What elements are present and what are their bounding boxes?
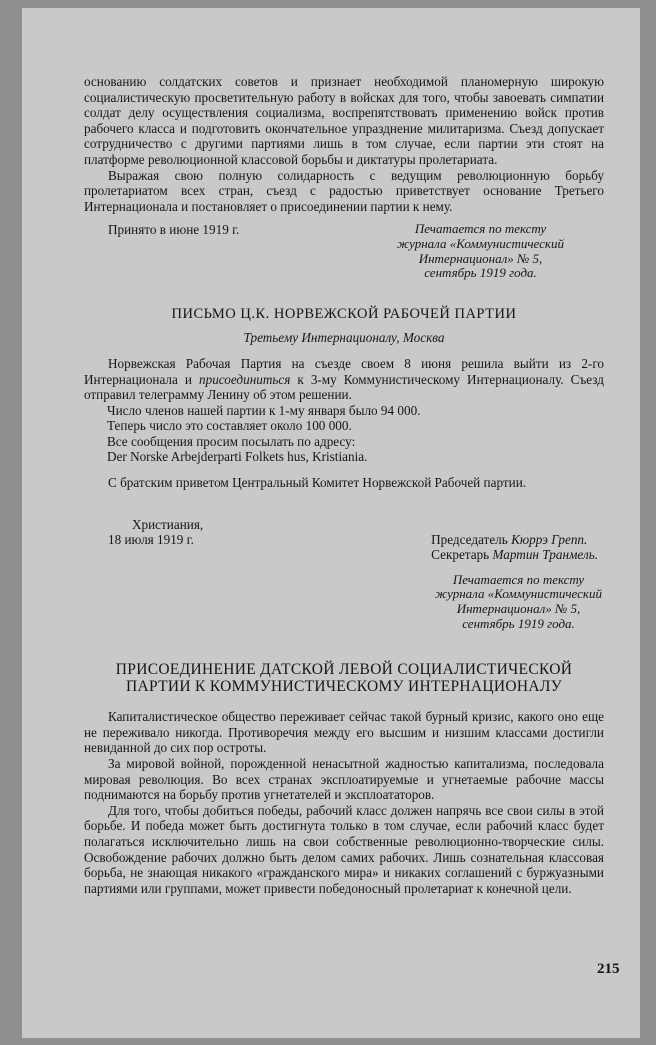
letter-body: Норвежская Рабочая Партия на съезде своем 8 июня решила выйти из 2-го Интернационала и присоединиться к 3-му Коммунистическому Интернационалу. Съезд отправил телеграмму Ленину об этом решении.: [84, 355, 604, 403]
intro-paragraph: основанию солдатских советов и признает необходимой планомерную широкую социалистическую просветительную работу в войсках для того, чтобы завоевать симпатии солдат делу осуществления социализма, воспрепятствовать применению войск против рабочего класса и подготовить окончательное упразднение милитаризма. Съезд допускает сотрудничество с другими партиями лишь в том случае, если партии эти стоят на платформе революционной классовой борьбы и диктатуры пролетариата.: [84, 74, 604, 167]
signature-row: [84, 517, 604, 563]
page-number: 215: [597, 961, 620, 977]
book-page: [22, 8, 640, 1038]
letter-addressee: Третьему Интернационалу, Москва: [243, 330, 445, 346]
page-content: [84, 74, 604, 896]
signatories: Председатель Кюррэ Грепп. Секретарь Мартин Транмель.: [431, 531, 598, 563]
solidarity-paragraph: Выражая свою полную солидарность с ведущим революционную борьбу пролетариатом всех стран, съезд с радостью приветствует основание Третьего Интернационала и постановляет о присоединении партии к нему.: [84, 167, 604, 214]
source-note-2: Печатается по тексту журнала «Коммунистический Интернационал» № 5, сентябрь 1919 года.: [435, 571, 602, 631]
place-date: Христиания, 18 июля 1919 г.: [108, 516, 204, 548]
section2-paragraph-2: За мировой войной, порожденной ненасытной жадностью капитализма, последовала мировая революция. Во всех странах эксплоатируемые и угнетаемые рабочие массы поднимаются на борьбу против угнетателей и эксплоататоров.: [84, 756, 604, 803]
source-note-2-row: [84, 573, 604, 631]
section2-paragraph-1: Капиталистическое общество переживает сейчас такой бурный кризис, какого оно еще не переживало никогда. Противоречия между его высшим и низшим классами достигли невиданной до сих пор остроты.: [84, 709, 604, 756]
adoption-row: [84, 222, 604, 280]
adopted-line: Принято в июне 1919 г.: [108, 222, 240, 238]
letter-title: ПИСЬМО Ц.К. НОРВЕЖСКОЙ РАБОЧЕЙ ПАРТИИ: [171, 305, 517, 322]
section2-paragraph-3: Для того, чтобы добиться победы, рабочий класс должен напрячь все свои силы в этой борьбе. И победа может быть достигнута только в том случае, если рабочий класс будет полагаться исключительно лишь на свои собственные революционно-творческие силы. Освобождение рабочих должно быть делом самих рабочих. Лишь сознательная классовая борьба, не знающая никакого «гражданского мира» и никаких соглашений с буржуазными партиями или группами, может привести победоносный пролетариат к конечной цели.: [84, 802, 604, 896]
section2-title: ПРИСОЕДИНЕНИЕ ДАТСКОЙ ЛЕВОЙ СОЦИАЛИСТИЧЕСКОЙ ПАРТИИ К КОММУНИСТИЧЕСКОМУ ИНТЕРНАЦИОНАЛУ: [115, 661, 573, 696]
letter-greeting: С братским приветом Центральный Комитет Норвежской Рабочей партии.: [108, 475, 527, 491]
source-note-1: Печатается по тексту журнала «Коммунистический Интернационал» № 5, сентябрь 1919 года.: [397, 221, 564, 281]
section2-body: [84, 709, 604, 896]
letter-info-lines: Число членов нашей партии к 1-му января было 94 000. Теперь число это составляет около 100 000. Все сообщения просим посылать по адресу: Der Norske Arbejderparti Folkets hus, Kristiania.: [107, 402, 421, 465]
